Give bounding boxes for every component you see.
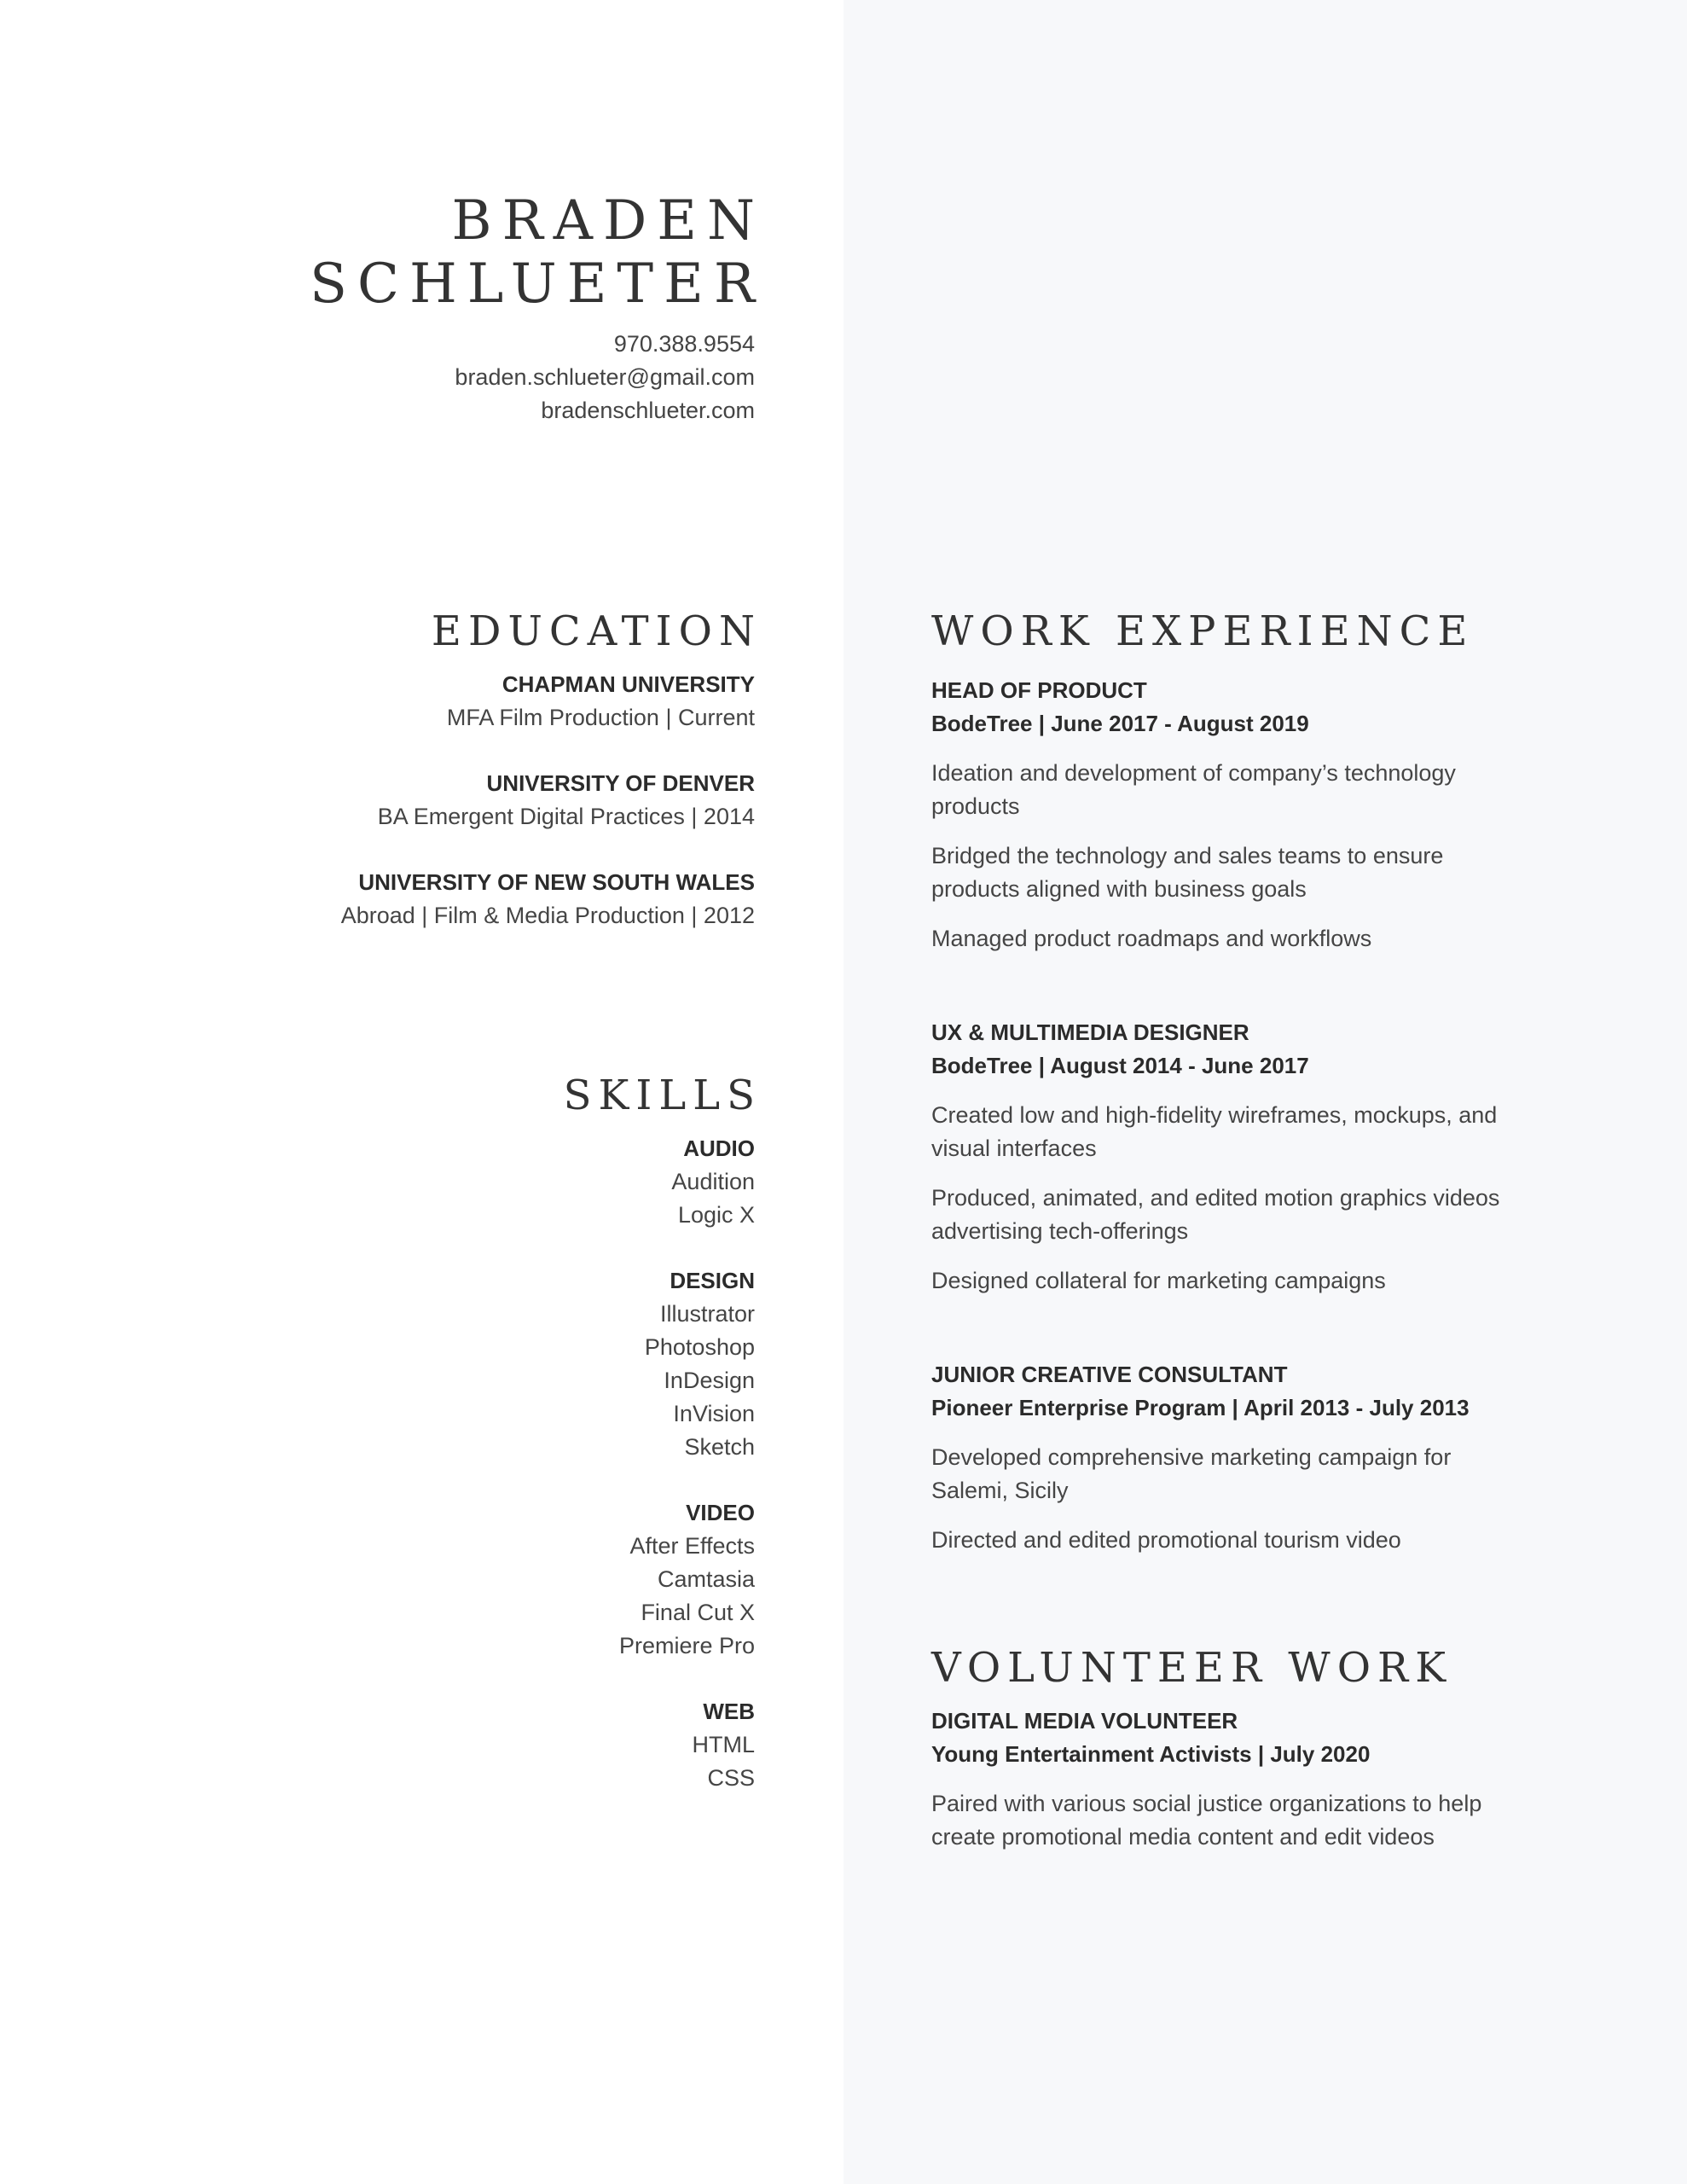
email: braden.schlueter@gmail.com	[455, 364, 755, 390]
skill-item: InDesign	[664, 1368, 755, 1393]
job-bullet: Managed product roadmaps and workflows	[931, 926, 1372, 951]
skill-item: Sketch	[684, 1434, 755, 1460]
job-company: BodeTree | August 2014 - June 2017	[931, 1053, 1309, 1078]
skill-item: Camtasia	[657, 1566, 755, 1592]
job-title: HEAD OF PRODUCT	[931, 677, 1147, 703]
school-detail: MFA Film Production | Current	[446, 705, 755, 730]
skill-item: InVision	[673, 1401, 755, 1426]
header	[310, 189, 765, 427]
education-item	[341, 767, 755, 834]
job-bullet: Ideation and development of company’s technology products	[931, 760, 1456, 819]
skill-item: Premiere Pro	[618, 1633, 755, 1658]
job-title: UX & MULTIMEDIA DESIGNER	[931, 1019, 1249, 1045]
volunteer-bullet: Paired with various social justice organizations to help create promotional media content and edit videos	[931, 1791, 1482, 1850]
job-entry	[931, 1016, 1511, 1298]
first-name: BRADEN	[451, 189, 765, 253]
skill-group-video	[564, 1496, 755, 1663]
skill-item: Illustrator	[659, 1301, 755, 1327]
job-entry	[931, 674, 1511, 956]
skill-item: CSS	[707, 1765, 755, 1791]
skills-heading: SKILLS	[563, 1072, 762, 1119]
skill-group-web	[564, 1695, 755, 1795]
skill-group-title: DESIGN	[670, 1268, 755, 1293]
school-detail: BA Emergent Digital Practices | 2014	[377, 804, 755, 829]
job-bullet: Developed comprehensive marketing campaign for Salemi, Sicily	[931, 1444, 1452, 1503]
phone: 970.388.9554	[613, 331, 755, 357]
last-name: SCHLUETER	[310, 253, 765, 316]
job-company: BodeTree | June 2017 - August 2019	[931, 711, 1309, 736]
job-bullet: Created low and high-fidelity wireframes, mockups, and visual interfaces	[931, 1102, 1498, 1161]
school-name: UNIVERSITY OF DENVER	[486, 770, 755, 796]
volunteer-section	[931, 1642, 1511, 1854]
school-detail: Abroad | Film & Media Production | 2012	[340, 903, 755, 928]
skill-group-design	[564, 1264, 755, 1464]
skill-group-title: VIDEO	[686, 1500, 755, 1525]
volunteer-heading: VOLUNTEER WORK	[931, 1644, 1453, 1692]
work-experience-heading: WORK EXPERIENCE	[931, 607, 1475, 655]
job-bullet: Directed and edited promotional tourism video	[931, 1527, 1401, 1553]
website: bradenschlueter.com	[541, 398, 755, 423]
skill-item: Logic X	[677, 1202, 755, 1228]
school-name: CHAPMAN UNIVERSITY	[501, 671, 755, 697]
education-item	[341, 866, 755, 932]
job-bullet: Bridged the technology and sales teams to ensure products aligned with business goals	[931, 843, 1444, 902]
education-section	[340, 606, 762, 932]
education-item	[341, 668, 755, 735]
skill-group-title: AUDIO	[683, 1136, 755, 1161]
skill-item: HTML	[692, 1732, 755, 1757]
work-experience-section	[931, 606, 1474, 668]
skill-group-title: WEB	[703, 1699, 755, 1724]
skill-item: Final Cut X	[641, 1600, 755, 1625]
job-title: JUNIOR CREATIVE CONSULTANT	[931, 1362, 1288, 1387]
job-bullet: Produced, animated, and edited motion graphics videos advertising tech-offerings	[931, 1185, 1500, 1244]
job-company: Pioneer Enterprise Program | April 2013 - July 2013	[931, 1395, 1470, 1420]
skill-group-audio	[564, 1132, 755, 1232]
volunteer-title: DIGITAL MEDIA VOLUNTEER	[931, 1708, 1238, 1734]
skill-item: Audition	[671, 1169, 755, 1194]
job-entry	[931, 1358, 1511, 1557]
education-heading: EDUCATION	[431, 607, 762, 655]
skill-item: After Effects	[629, 1533, 755, 1559]
skill-item: Photoshop	[644, 1334, 755, 1360]
school-name: UNIVERSITY OF NEW SOUTH WALES	[358, 869, 755, 895]
job-bullet: Designed collateral for marketing campaigns	[931, 1268, 1386, 1293]
volunteer-org: Young Entertainment Activists | July 2020	[931, 1741, 1371, 1767]
skills-section	[563, 1070, 762, 1795]
